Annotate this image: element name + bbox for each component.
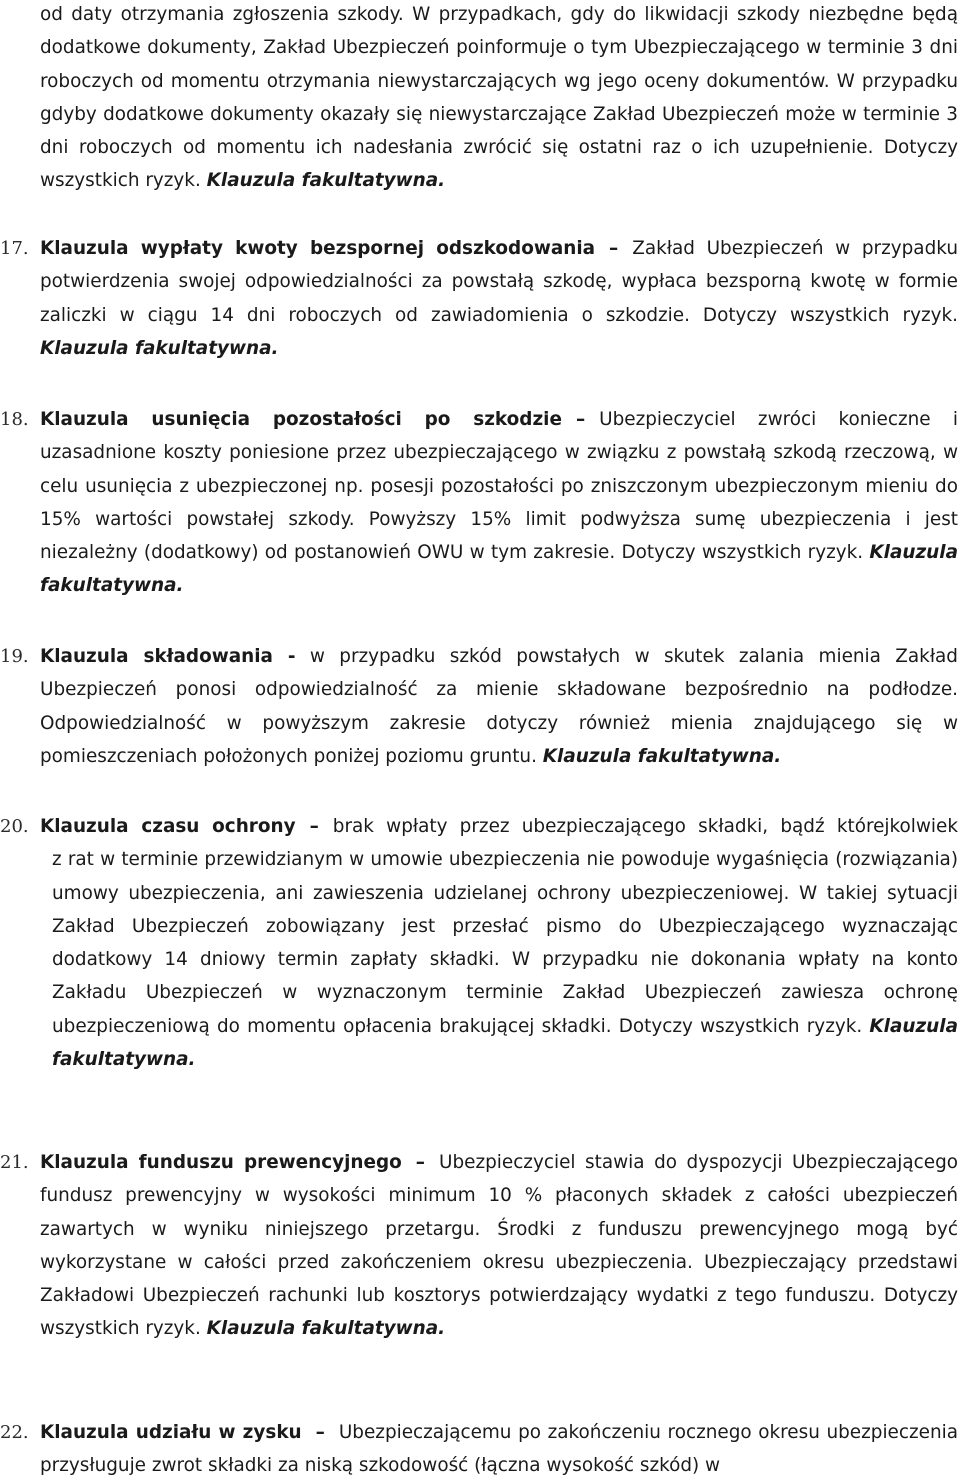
intro-text: od daty otrzymania zgłoszenia szkody. W przypadkach, gdy do likwidacji szkody niezbędne będą dodatkowe dokumenty, Zakład Ubezpieczeń poinformuje o tym Ubezpieczającego w terminie 3 dni roboczych od momentu otrzymania niewystarczających wg jego oceny dokumentów. W przypadku gdyby dodatkowe dokumenty okazały się niewystarczające Zakład Ubezpieczeń może w terminie 3 dni roboczych od momentu ich nadesłania zwrócić się ostatni raz o ich uzupełnienie. Dotyczy wszystkich ryzyk.: [40, 4, 958, 192]
clause-number: 18.: [0, 409, 29, 430]
clause-text: brak wpłaty przez ubezpieczającego składki, bądź którejkolwiek: [332, 816, 959, 837]
optional-clause-tag: Klauzula fakultatywna.: [206, 1318, 446, 1340]
clause-dash: –: [575, 409, 586, 430]
clause-title: Klauzula wypłaty kwoty bezspornej odszkodowania: [40, 238, 596, 259]
optional-clause-tag: Klauzula fakultatywna.: [40, 337, 279, 359]
clause-number: 17.: [0, 238, 29, 259]
intro-paragraph: [40, 0, 958, 198]
optional-clause-tag: Klauzula fakultatywna.: [52, 1015, 958, 1071]
clause-title: Klauzula udziału w zysku: [40, 1422, 302, 1443]
clause-text: Ubezpieczającemu po zakończeniu rocznego okresu ubezpieczenia przysługuje zwrot składki za niską szkodowość (łączna wysokość szkód) w: [40, 1422, 958, 1477]
clause-number: 21.: [0, 1152, 29, 1173]
clause-18: [40, 403, 958, 603]
clause-number: 19.: [0, 646, 29, 667]
clause-dash: –: [609, 238, 619, 259]
clause-20: [40, 810, 958, 1076]
optional-clause-tag: Klauzula fakultatywna.: [542, 745, 782, 767]
clause-first-line: [40, 810, 958, 843]
clause-title: Klauzula funduszu prewencyjnego: [40, 1152, 402, 1173]
clause-text: Zakład Ubezpieczeń w przypadku potwierdzenia swojej odpowiedzialności za powstałą szkodę, wypłaca bezsporną kwotę w formie zaliczki w ciągu 14 dni roboczych od zawiadomienia o szkodzie. Dotyczy wszystkich ryzyk.: [40, 238, 958, 326]
optional-clause-tag: Klauzula fakultatywna.: [40, 542, 958, 597]
clause-text: w przypadku szkód powstałych w skutek zalania mienia Zakład Ubezpieczeń ponosi odpowiedzialność za mienie składowane bezpośrednio na podłodze. Odpowiedzialność w powyższym zakresie dotyczy również mienia znajdującego się w pomieszczeniach położonych poniżej poziomu gruntu.: [40, 646, 958, 767]
clause-17: [40, 232, 958, 365]
clause-text: Ubezpieczyciel zwróci konieczne i uzasadnione koszty poniesione przez ubezpieczającego w związku z powstałą szkodą rzeczową, w celu usunięcia z ubezpieczonej np. posesji pozostałości po zniszczonym ubezpieczonym mieniu do 15% wartości powstałej szkody. Powyższy 15% limit podwyższa sumę ubezpieczenia i jest niezależny (dodatkowy) od postanowień OWU w tym zakresie. Dotyczy wszystkich ryzyk.: [40, 409, 958, 564]
clause-dash: –: [415, 1152, 425, 1173]
clause-dash: –: [315, 1422, 325, 1443]
clause-title: Klauzula składowania -: [40, 646, 296, 667]
clause-dash: –: [309, 816, 319, 837]
clause-number: 20.: [0, 816, 29, 837]
clause-title: Klauzula usunięcia pozostałości po szkodzie: [40, 409, 562, 430]
clause-21: [40, 1146, 958, 1346]
clause-title: Klauzula czasu ochrony: [40, 816, 296, 837]
clause-19: [40, 640, 958, 773]
clause-text-continued: z rat w terminie przewidzianym w umowie ubezpieczenia nie powoduje wygaśnięcia (rozwiązania) umowy ubezpieczenia, ani zawieszenia udzielanej ochrony ubezpieczeniowej. W takiej sytuacji Zakład Ubezpieczeń zobowiązany jest przesłać pismo do Ubezpieczającego wyznaczając dodatkowy 14 dniowy termin zapłaty składki. W przypadku nie dokonania wpłaty na konto Zakładu Ubezpieczeń w wyznaczonym terminie Zakład Ubezpieczeń zawiesza ochronę ubezpieczeniową do momentu opłacenia brakującej składki. Dotyczy wszystkich ryzyk.: [52, 849, 958, 1037]
clause-number: 22.: [0, 1422, 29, 1443]
clause-continuation: [40, 843, 958, 1076]
clause-22: [40, 1416, 958, 1483]
optional-clause-tag: Klauzula fakultatywna.: [206, 170, 446, 192]
clause-text: Ubezpieczyciel stawia do dyspozycji Ubezpieczającego fundusz prewencyjny w wysokości minimum 10 % płaconych składek z całości ubezpieczeń zawartych w wyniku niniejszego przetargu. Środki z funduszu prewencyjnego mogą być wykorzystane w całości przed zakończeniem okresu ubezpieczenia. Ubezpieczający przedstawi Zakładowi Ubezpieczeń rachunki lub kosztorys potwierdzający wydatki z tego funduszu. Dotyczy wszystkich ryzyk.: [40, 1152, 958, 1340]
